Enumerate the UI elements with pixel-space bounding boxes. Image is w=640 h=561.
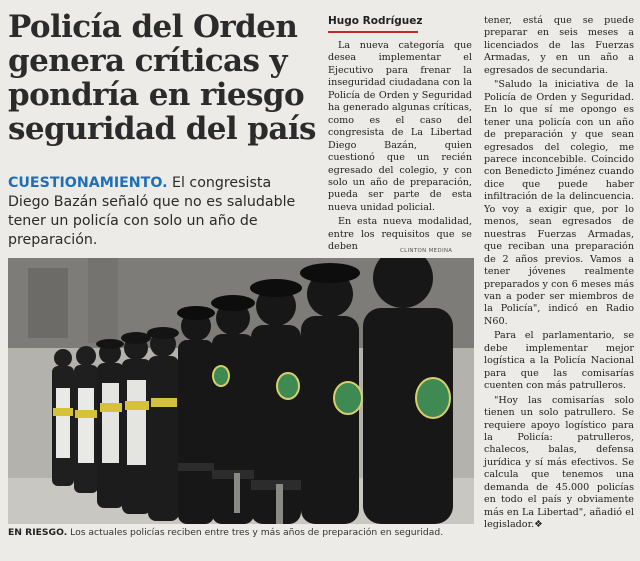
deck-text: El congresista Diego Bazán señaló que no es saludable tener un policía con solo un año de preparación. xyxy=(8,175,296,248)
paragraph: "Saludo la iniciativa de la Policía de Orden y Seguridad. En lo que sí me opongo es tener una policía con un año de preparación y que sean egresados del colegio, me parece inconcebible. Coincido con Benedicto Jiménez cuando dice que puede haber infiltración de la delincuencia. Yo voy a exigir que, por lo menos, sean egresados de nuestras Fuerzas Armadas, que reciban una preparación de 2 años previos. Vamos a tener jóvenes realmente preparados y con 6 meses más van a poder ser miembros de la Policía", indicó en Radio N60. xyxy=(484,79,634,327)
deck-kicker: CUESTIONAMIENTO. xyxy=(8,175,168,191)
article-column-2 xyxy=(328,40,472,256)
photo-caption xyxy=(8,527,478,539)
paragraph-text: "Hoy las comisarías solo tienen un solo patrullero. Se requiere apoyo logístico para la Policía: patrulleros, chalecos, balas, defensa jurídica y sí más efectivos. Se calcula que tenemos una demanda de 45.000 policías en todo el país y obviamente más en La Libertad", añadió el legislador. xyxy=(484,394,634,531)
caption-text: Los actuales policías reciben entre tres y más años de preparación en seguridad. xyxy=(67,527,444,538)
police-officers-illustration xyxy=(8,258,474,524)
byline-rule xyxy=(328,31,418,33)
byline: Hugo Rodríguez xyxy=(328,15,423,27)
police-line-photo xyxy=(8,258,474,524)
article-column-3 xyxy=(484,15,634,534)
photo-credit: CLINTON MEDINA xyxy=(400,248,453,254)
caption-kicker: EN RIESGO. xyxy=(8,527,68,538)
paragraph: La nueva categoría que desea implementar el Ejecutivo para frenar la inseguridad ciudadana con la Policía de Orden y Seguridad ha generado algunas críticas, como es el caso del congresista de La Libertad Diego Bazán, quien cuestionó que un recién egresado del colegio, y con solo un año de preparación, pueda ser parte de esta nueva unidad policial. xyxy=(328,40,472,213)
paragraph xyxy=(484,395,634,532)
paragraph: En esta nueva modalidad, entre los requisitos que se deben xyxy=(328,216,472,253)
paragraph: Para el parlamentario, se debe implementar mejor logística a la Policía Nacional para que las comisarías cuenten con más patrulleros. xyxy=(484,330,634,392)
end-mark-icon: ❖ xyxy=(534,519,543,531)
paragraph: tener, está que se puede preparar en seis meses a licenciados de las Fuerzas Armadas, y en un año a egresados de secundaria. xyxy=(484,15,634,76)
headline: Policía del Orden genera críticas y pondría en riesgo seguridad del país xyxy=(8,9,316,147)
deck xyxy=(8,174,313,250)
